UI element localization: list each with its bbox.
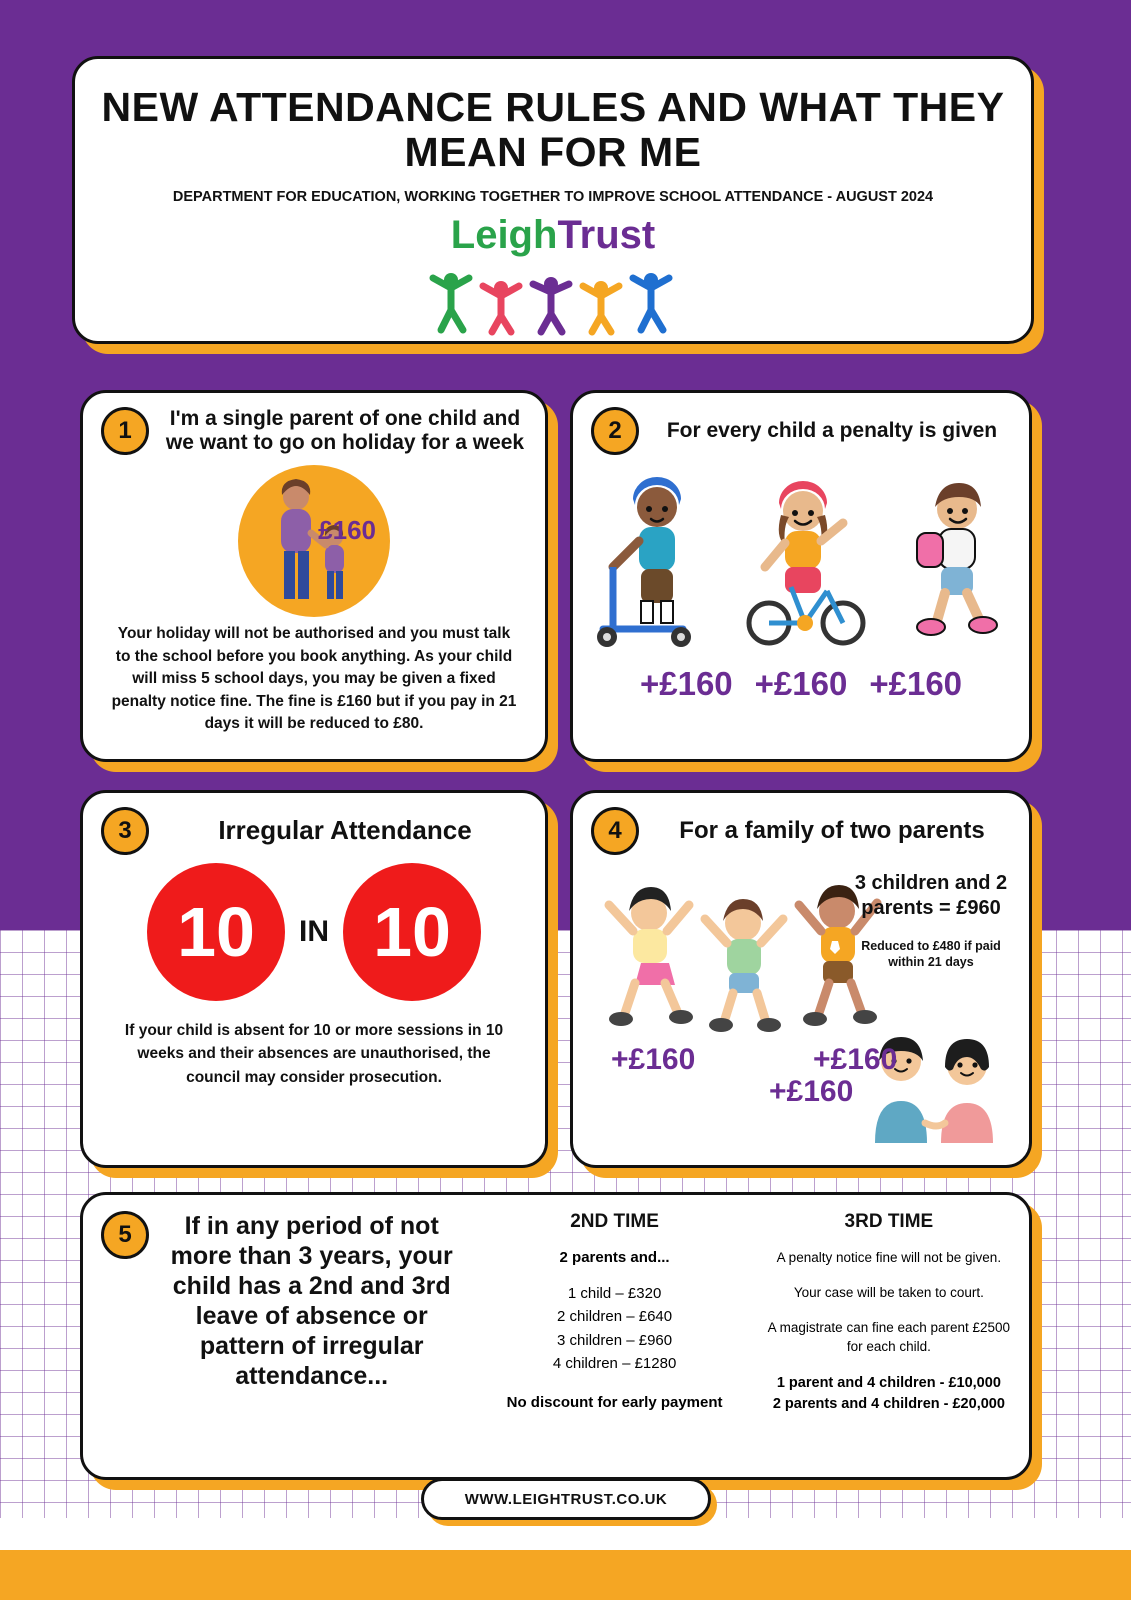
second-time-line-3: 3 children – £960 bbox=[557, 1331, 673, 1349]
second-time-column bbox=[480, 1195, 748, 1477]
third-time-paragraph-3: A magistrate can fine each parent £2500 for each child. bbox=[767, 1319, 1011, 1354]
third-time-column bbox=[749, 1195, 1029, 1477]
card-4-summary: 3 children and 2 parents = £960 bbox=[854, 872, 1008, 919]
children-illustrations bbox=[573, 471, 1029, 651]
card-5-number: 5 bbox=[101, 1211, 149, 1259]
card-2-prices bbox=[573, 665, 1029, 703]
card-3-number: 3 bbox=[101, 807, 149, 855]
card-4-heading: For a family of two parents bbox=[679, 817, 985, 845]
card-2-number: 2 bbox=[591, 407, 639, 455]
card-two-parent-family bbox=[570, 790, 1032, 1168]
child-walking-with-backpack-icon bbox=[887, 471, 1017, 651]
second-time-line-2: 2 children – £640 bbox=[557, 1308, 673, 1326]
card-2-price-1: +£160 bbox=[639, 665, 733, 702]
second-time-line-4: 4 children – £1280 bbox=[552, 1354, 677, 1372]
card-4-price-3: +£160 bbox=[769, 1075, 854, 1108]
footer-white-strip bbox=[0, 1518, 1131, 1550]
card-5-statement-block bbox=[83, 1195, 480, 1477]
card-repeat-offences bbox=[80, 1192, 1032, 1480]
leigh-trust-logo bbox=[75, 213, 1031, 343]
card-4-number: 4 bbox=[591, 807, 639, 855]
ten-in-ten-graphic bbox=[83, 863, 545, 1001]
third-time-title: 3RD TIME bbox=[844, 1211, 934, 1232]
card-1-heading: I'm a single parent of one child and we want to go on holiday for a week bbox=[165, 407, 525, 455]
website-url[interactable]: WWW.LEIGHTRUST.CO.UK bbox=[421, 1478, 711, 1520]
child-on-scooter-icon bbox=[585, 471, 725, 651]
people-chain-logo-icon bbox=[423, 258, 683, 338]
page-title: NEW ATTENDANCE RULES AND WHAT THEY MEAN FOR ME bbox=[101, 84, 1005, 176]
child-on-bicycle-icon bbox=[731, 471, 881, 651]
parent-child-illustration bbox=[238, 465, 390, 617]
card-1-amount: £160 bbox=[318, 515, 376, 546]
footer-orange-bar bbox=[0, 1550, 1131, 1600]
card-1-body: Your holiday will not be authorised and you must talk to the school before you book anything. As your child will miss 5 school days, you may be given a fixed penalty notice fine. The fine is £160 but if you pay in 21 days it will be reduced to £80. bbox=[111, 625, 517, 733]
header-card bbox=[72, 56, 1034, 344]
card-2-price-2: +£160 bbox=[754, 665, 848, 702]
card-1-number: 1 bbox=[101, 407, 149, 455]
card-3-heading: Irregular Attendance bbox=[218, 815, 472, 846]
jumping-children-icon bbox=[593, 871, 893, 1041]
card-4-summary-block bbox=[851, 871, 1011, 970]
card-2-heading: For every child a penalty is given bbox=[666, 418, 998, 442]
third-time-paragraph-2: Your case will be taken to court. bbox=[793, 1284, 984, 1300]
card-3-big-left: 10 bbox=[147, 863, 285, 1001]
third-time-bold-2: 2 parents and 4 children - £20,000 bbox=[772, 1396, 1005, 1413]
card-single-parent-holiday bbox=[80, 390, 548, 762]
third-time-bold-1: 1 parent and 4 children - £10,000 bbox=[776, 1374, 1001, 1391]
card-4-price-1: +£160 bbox=[611, 1043, 696, 1076]
logo-text-trust: Trust bbox=[557, 213, 656, 258]
second-time-title: 2ND TIME bbox=[570, 1211, 659, 1232]
card-penalty-per-child bbox=[570, 390, 1032, 762]
third-time-paragraph-1: A penalty notice fine will not be given. bbox=[776, 1250, 1002, 1265]
card-3-big-right: 10 bbox=[343, 863, 481, 1001]
second-time-line-1: 1 child – £320 bbox=[567, 1285, 662, 1302]
card-3-joiner: IN bbox=[299, 915, 329, 948]
card-irregular-attendance bbox=[80, 790, 548, 1168]
card-4-reduced-note: Reduced to £480 if paid within 21 days bbox=[861, 939, 1001, 969]
card-5-statement: If in any period of not more than 3 years, your child has a 2nd and 3rd leave of absence or pattern of irregular attendance... bbox=[170, 1212, 453, 1390]
card-3-body: If your child is absent for 10 or more sessions in 10 weeks and their absences are unauthorised, the council may consider prosecution. bbox=[124, 1022, 504, 1086]
second-time-subtitle: 2 parents and... bbox=[559, 1249, 670, 1266]
second-time-note: No discount for early payment bbox=[506, 1394, 723, 1411]
card-4-price-2: +£160 bbox=[813, 1043, 898, 1076]
logo-text-leigh: Leigh bbox=[450, 213, 558, 258]
card-2-price-3: +£160 bbox=[869, 665, 963, 702]
page-subtitle: DEPARTMENT FOR EDUCATION, WORKING TOGETHER TO IMPROVE SCHOOL ATTENDANCE - AUGUST 2024 bbox=[172, 189, 934, 206]
